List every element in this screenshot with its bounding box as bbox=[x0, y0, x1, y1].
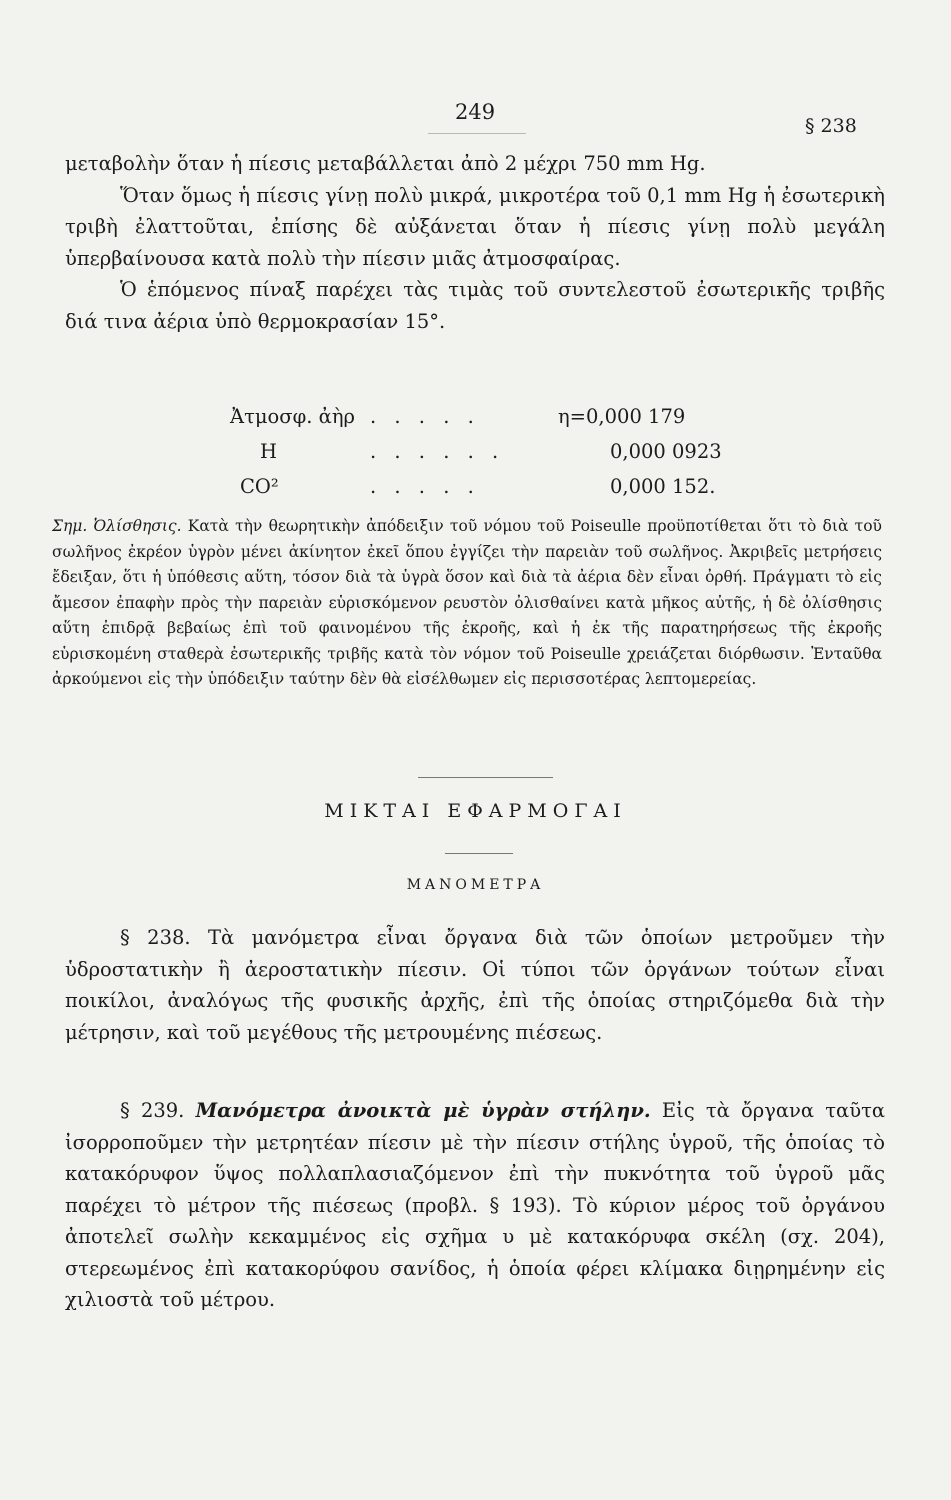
section-238-paragraph bbox=[65, 922, 885, 1048]
table-gas-name: CO² bbox=[240, 475, 279, 498]
header-rule bbox=[428, 133, 526, 134]
table-row bbox=[230, 475, 750, 510]
table-value: 0,000 152. bbox=[610, 475, 716, 498]
intro-paragraph-3: Ὁ ἑπόμενος πίναξ παρέχει τὰς τιμὰς τοῦ συντελεστοῦ ἐσωτερικῆς τριβῆς διά τινα ἀέρια ὑπὸ θερμοκρασίαν 15°. bbox=[65, 278, 885, 333]
table-row bbox=[230, 405, 750, 440]
section-238-text: Τὰ μανόμετρα εἶναι ὄργανα διὰ τῶν ὁποίων μετροῦμεν τὴν ὑδροστατικὴν ἢ ἀεροστατικὴν πίεσιν. Οἱ τύποι τῶν ὀργάνων τούτων εἶναι ποικίλοι, ἀναλόγως τῆς φυσικῆς ἀρχῆς, ἐπὶ τῆς ὁποίας στηριζόμεθα διὰ τὴν μέτρησιν, καὶ τοῦ μεγέθους τῆς μετρουμένης πιέσεως. bbox=[65, 926, 885, 1044]
note-label: Σημ. bbox=[52, 517, 88, 535]
table-leader-dots: . . . . . bbox=[370, 475, 480, 498]
divider-rule bbox=[418, 777, 553, 778]
section-239-paragraph bbox=[65, 1095, 885, 1316]
table-gas-name: Ἀτμοσφ. ἀὴρ bbox=[230, 405, 355, 428]
note-title: Ὀλίσθησις. bbox=[93, 517, 182, 535]
sub-heading: ΜΑΝΟΜΕΤΡΑ bbox=[406, 877, 545, 893]
section-238-number: § 238. bbox=[120, 926, 191, 949]
table-value: 0,000 0923 bbox=[610, 440, 722, 463]
section-239-number: § 239. bbox=[120, 1099, 185, 1122]
page-number: 249 bbox=[455, 100, 496, 124]
note-text: Κατὰ τὴν θεωρητικὴν ἀπόδειξιν τοῦ νόμου τοῦ Poiseulle προϋποτίθεται ὅτι τὸ διὰ τοῦ σωλῆνος ἐκρέον ὑγρὸν μένει ἀκίνητον ἐκεῖ ὅπου ἐγγίζει τὴν παρειὰν τοῦ σωλῆνος. Ἀκριβεῖς μετρήσεις ἔδειξαν, ὅτι ἡ ὑπόθεσις αὕτη, τόσον διὰ τὰ ὑγρὰ ὅσον καὶ διὰ τὰ ἀέρια δὲν εἶναι ὀρθή. Πράγματι τὸ εἰς ἄμεσον ἐπαφὴν πρὸς τὴν παρειὰν εὑρισκόμενον ρευστὸν ὀλισθαίνει κατὰ μῆκος αὐτῆς, ἡ δὲ ὀλίσθησις αὕτη ἐπιδρᾷ βεβαίως ἐπὶ τοῦ φαινομένου τῆς ἐκροῆς, καὶ ἡ ἐκ τῆς παρατηρήσεως τῆς ἐκροῆς εὑρισκομένη σταθερὰ ἐσωτερικῆς τριβῆς κατὰ τὸν νόμον τοῦ Poiseulle χρειάζεται διόρθωσιν. Ἐνταῦθα ἀρκούμενοι εἰς τὴν ὑπόδειξιν ταύτην δὲν θὰ εἰσέλθωμεν εἰς περισσοτέρας λεπτομερείας. bbox=[52, 517, 882, 688]
section-marker: § 238 bbox=[805, 115, 857, 137]
section-238 bbox=[65, 922, 885, 1048]
table-row bbox=[230, 440, 750, 475]
viscosity-table bbox=[230, 405, 750, 510]
divider-rule-short bbox=[445, 853, 513, 854]
table-gas-name: H bbox=[260, 440, 278, 463]
table-leader-dots: . . . . . bbox=[370, 405, 480, 428]
slip-note bbox=[52, 514, 882, 693]
main-heading: ΜΙΚΤΑΙ ΕΦΑΡΜΟΓΑΙ bbox=[324, 800, 627, 822]
intro-paragraph-1: μεταβολὴν ὅταν ἡ πίεσις μεταβάλλεται ἀπὸ 2 μέχρι 750 mm Hg. bbox=[65, 152, 706, 175]
section-239-title: Μανόμετρα ἀνοικτὰ μὲ ὑγρὰν στήλην. bbox=[195, 1099, 651, 1122]
table-value: η=0,000 179 bbox=[558, 405, 686, 428]
note-paragraph bbox=[52, 514, 882, 693]
section-239 bbox=[65, 1095, 885, 1316]
intro-text bbox=[65, 148, 885, 337]
intro-paragraph-2: Ὅταν ὅμως ἡ πίεσις γίνῃ πολὺ μικρά, μικροτέρα τοῦ 0,1 mm Hg ἡ ἐσωτερικὴ τριβὴ ἐλαττοῦται, ἐπίσης δὲ αὐξάνεται ὅταν ἡ πίεσις γίνῃ πολὺ μεγάλη ὑπερβαίνουσα κατὰ πολὺ τὴν πίεσιν μιᾶς ἀτμοσφαίρας. bbox=[65, 183, 885, 270]
section-239-text: Εἰς τὰ ὄργανα ταῦτα ἰσορροποῦμεν τὴν μετρητέαν πίεσιν μὲ τὴν πίεσιν στήλης ὑγροῦ, τῆς ὁποίας τὸ κατακόρυφον ὕψος πολλαπλασιαζόμενον ἐπὶ τὴν πυκνότητα τοῦ ὑγροῦ μᾶς παρέχει τὸ μέτρον τῆς πιέσεως (προβλ. § 193). Τὸ κύριον μέρος τοῦ ὀργάνου ἀποτελεῖ σωλὴν κεκαμμένος εἰς σχῆμα υ μὲ κατακόρυφα σκέλη (σχ. 204), στερεωμένος ἐπὶ κατακορύφου σανίδος, ἡ ὁποία φέρει κλίμακα διῃρημένην εἰς χιλιοστὰ τοῦ μέτρου. bbox=[65, 1099, 886, 1311]
table-leader-dots: . . . . . . bbox=[370, 440, 505, 463]
